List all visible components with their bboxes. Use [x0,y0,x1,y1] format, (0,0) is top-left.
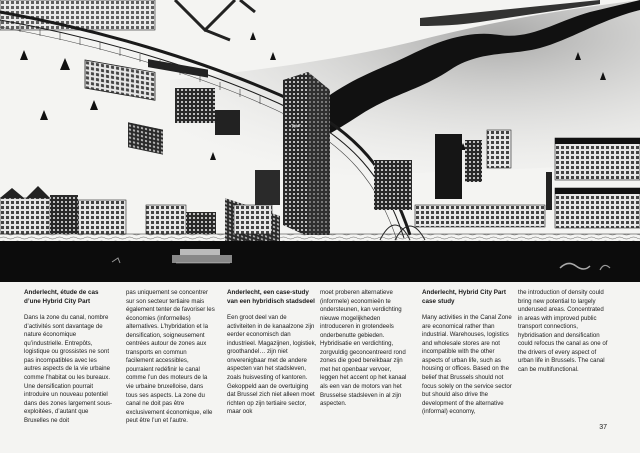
text-column-6 [518,289,608,374]
tower-sign: Tour [290,122,302,130]
body-french-part1: Dans la zone du canal, nombre d’activités sont davantage de nature économique qu’industrielle. Entrepôts, logistique ou grossistes ne sont pas incompatibles avec les autres aspects de la vie urbaine comme l’habitat ou les bureaux. Une densification pourrait introduire un nouveau potentiel dans des zones largement sous-exploitées, d’autant que Bruxelles ne doit [24,314,113,424]
text-column-4 [320,289,410,409]
quay [0,234,640,241]
text-column-1 [24,289,114,425]
body-dutch-part1: Een groot deel van de activiteiten in de kanaalzone zijn eerder economisch dan industrieel. Magazijnen, logistiek, groothandel… zijn niet onverenigbaar met de andere aspecten van het stadsleven, zoals huisvesting of kantoren. Gekoppeld aan de overtuiging dat Brussel zich niet alleen moet richten op zijn tertiaire sector, maar ook [227,314,317,416]
body-french-part2: pas uniquement se concentrer sur son secteur tertiaire mais également tenter de favoriser les économies (informelles) alternatives. L’hybridation et la densification, soigneusement centrées autour de zones aux transports en commun facilement accessibles, pourraient redéfinir le canal comme l’un des moteurs de la vie urbaine bruxelloise, dans tous ses aspects. La zone du canal ne doit pas être exclusivement économique, elle peut être l’un et l’autre. [126,289,215,425]
page-number: 37 [599,424,607,431]
canal-water [0,241,640,282]
body-english-part2: the introduction of density could bring new potential to largely underused areas. Concentrated in areas with improved public transport connections, hybridisation and densification could refocus the canal as one of the drivers of every aspect of urban life in Brussels. The canal can be multifunctional. [518,289,608,373]
heading-dutch: Anderlecht, een case-study van een hybridisch stadsdeel [227,289,315,305]
text-column-2 [126,289,216,426]
heading-french: Anderlecht, étude de cas d’une Hybrid City Part [24,289,99,305]
office-tower [283,72,330,235]
heading-english: Anderlecht, Hybrid City Part case study [422,289,506,305]
body-dutch-part2: moet proberen alternatieve (informele) economieën te ondersteunen, kan verdichting nieuwe mogelijkheden introduceren in grotendeels onderbenutte gebieden. Hybridisatie en verdichting, zorgvuldig geconcentreerd rond zones die goed bereikbaar zijn met het openbaar vervoer, leggen het accent op het kanaal als een van de motors van het Brusselse stadsleven in al zijn aspecten. [320,289,407,408]
text-column-3 [227,289,317,417]
steel-lattice [175,0,255,40]
text-column-5 [422,289,512,417]
body-english-part1: Many activities in the Canal Zone are economical rather than industrial. Warehouses, logistics and wholesale stores are not incompatible with the other aspects of urban life, such as housing or offices. Based on the belief that Brussels should not focus solely on the service sector but should also drive the development of the alternative (informal) economy, [422,314,512,416]
